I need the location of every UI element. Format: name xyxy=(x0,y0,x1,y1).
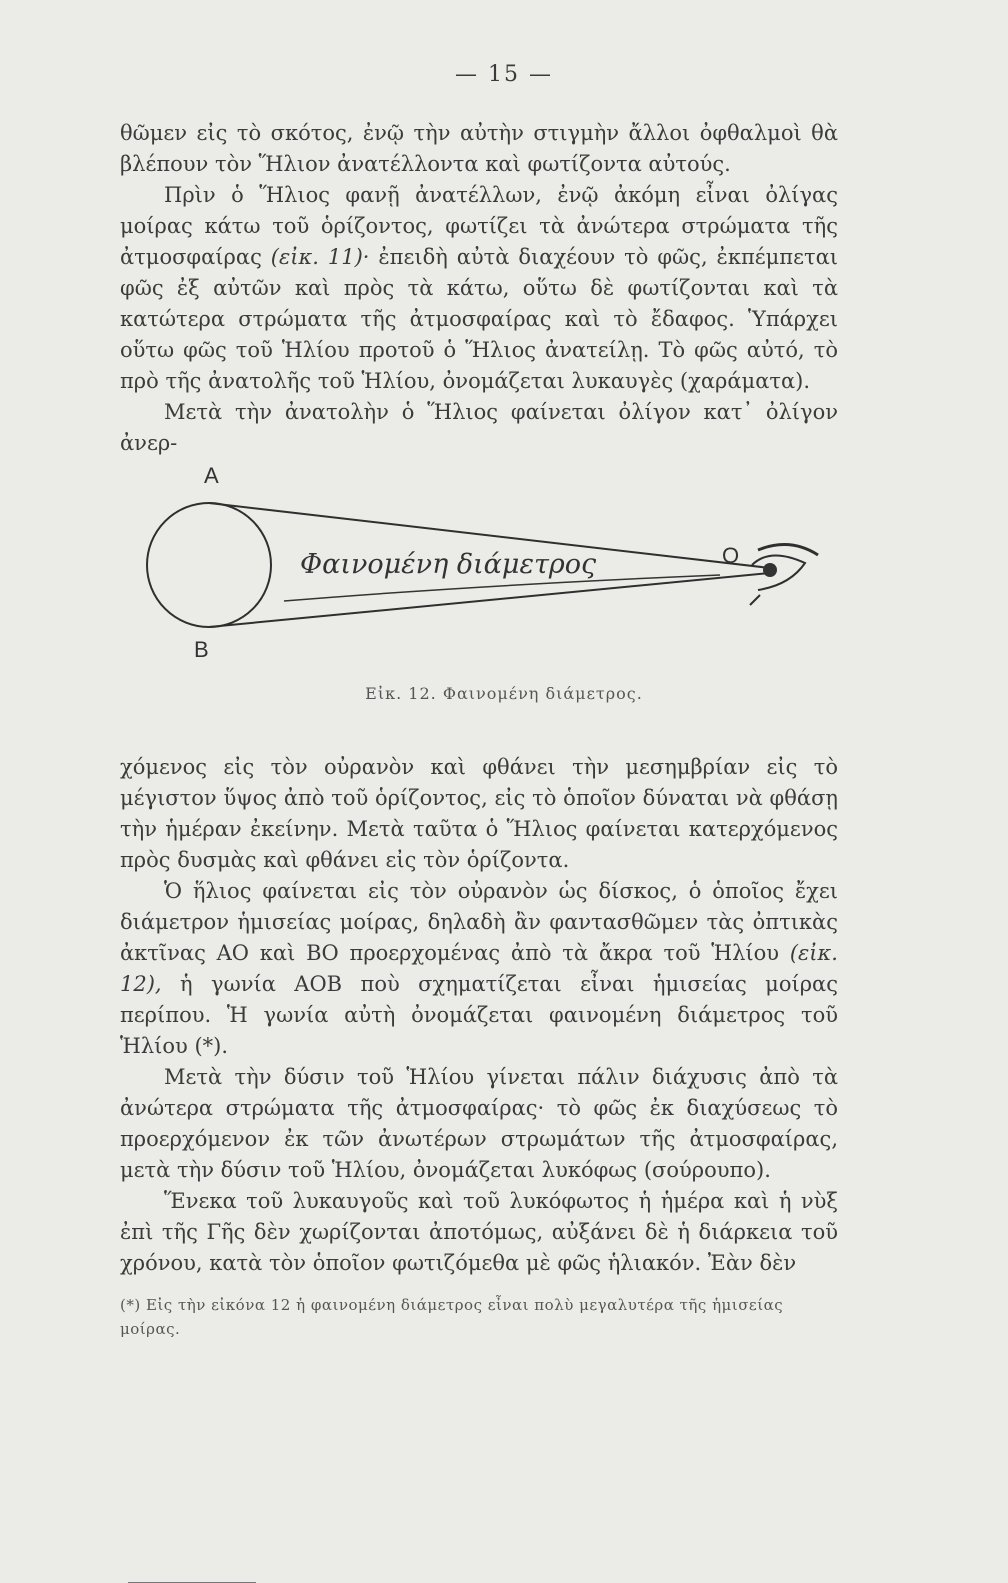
paragraph-after-sunrise: Μετὰ τὴν ἀνατολὴν ὁ Ἥλιος φαίνεται ὀλίγον κατ᾽ ὀλίγον ἀνερ- xyxy=(120,400,838,455)
figure-caption: Εἰκ. 12. Φαινομένη διάμετρος. xyxy=(365,684,643,703)
figure-apparent-diameter xyxy=(130,455,850,675)
figure-reference-11: (εἰκ. 11)· xyxy=(270,245,370,269)
paragraph-dawn xyxy=(120,180,838,397)
footnote: (*) Εἰς τὴν εἰκόνα 12 ἡ φαινομένη διάμετρος εἶναι πολὺ μεγαλυτέρα τῆς ἡμισείας μοίρας. xyxy=(120,1296,784,1338)
paragraph-dawn-part-2: ἐπειδὴ αὐτὰ διαχέουν τὸ φῶς, ἐκπέμπεται φῶς ἐξ αὐτῶν καὶ πρὸς τὰ κάτω, οὕτω δὲ φωτίζονται καὶ τὰ κατώτερα στρώματα τῆς ἀτμοσφαίρας καὶ τὸ ἔδαφος. Ὑπάρχει οὕτω φῶς τοῦ Ἡλίου προτοῦ ὁ Ἥλιος ἀνατείλῃ. Τὸ φῶς αὐτό, τὸ πρὸ τῆς ἀνατολῆς τοῦ Ἡλίου, ὀνομάζεται λυκαυγὲς (χαράματα). xyxy=(120,245,838,393)
page-number: — 15 — xyxy=(455,62,553,87)
top-text-block xyxy=(120,118,838,459)
paragraph-continuation-2: χόμενος εἰς τὸν οὐρανὸν καὶ φθάνει τὴν μεσημβρίαν εἰς τὸ μέγιστον ὕψος ἀπὸ τοῦ ὁρίζοντος, εἰς τὸ ὁποῖον δύναται νὰ φθάσῃ τὴν ἡμέραν ἐκείνην. Μετὰ ταῦτα ὁ Ἥλιος φαίνεται κατερχόμενος πρὸς δυσμὰς καὶ φθάνει εἰς τὸν ὁρίζοντα. xyxy=(120,755,838,872)
label-a: Α xyxy=(204,463,219,488)
label-o: Ο xyxy=(722,543,740,568)
paragraph-dusk: Μετὰ τὴν δύσιν τοῦ Ἡλίου γίνεται πάλιν διάχυσις ἀπὸ τὰ ἀνώτερα στρώματα τῆς ἀτμοσφαίρας· τὸ φῶς ἐκ διαχύσεως τὸ προερχόμενον ἐκ τῶν ἀνωτέρων στρωμάτων τῆς ἀτμοσφαίρας, μετὰ τὴν δύσιν τοῦ Ἡλίου, ὀνομάζεται λυκόφως (σούρουπο). xyxy=(120,1065,838,1182)
sun-disc xyxy=(147,503,271,627)
paragraph-apparent-diameter-part-1: Ὁ ἥλιος φαίνεται εἰς τὸν οὐρανὸν ὡς δίσκος, ὁ ὁποῖος ἔχει διάμετρον ἡμισείας μοίρας, δηλαδὴ ἂν φαντασθῶμεν τὰς ὀπτικὰς ἀκτῖνας ΑΟ καὶ ΒΟ προερχομένας ἀπὸ τὰ ἄκρα τοῦ Ἡλίου xyxy=(120,879,838,965)
paragraph-continuation: θῶμεν εἰς τὸ σκότος, ἐνῷ τὴν αὐτὴν στιγμὴν ἄλλοι ὀφθαλμοὶ θὰ βλέπουν τὸν Ἥλιον ἀνατέλλοντα καὶ φωτίζοντα αὐτούς. xyxy=(120,121,838,176)
label-b: Β xyxy=(194,637,209,662)
paragraph-twilight: Ἕνεκα τοῦ λυκαυγοῦς καὶ τοῦ λυκόφωτος ἡ ἡμέρα καὶ ἡ νὺξ ἐπὶ τῆς Γῆς δὲν χωρίζονται ἀποτόμως, αὐξάνει δὲ ἡ διάρκεια τοῦ χρόνου, κατὰ τὸν ὁποῖον φωτιζόμεθα μὲ φῶς ἡλιακόν. Ἐὰν δὲν xyxy=(120,1189,838,1275)
bottom-text-block xyxy=(120,752,838,1279)
paragraph-apparent-diameter xyxy=(120,876,838,1062)
paragraph-dawn-part-1: Πρὶν ὁ Ἥλιος φανῇ ἀνατέλλων, ἐνῷ ἀκόμη εἶναι ὀλίγας μοίρας κάτω τοῦ ὁρίζοντος, φωτίζει τὰ ἀνώτερα στρώματα τῆς ἀτμοσφαίρας xyxy=(120,183,838,269)
apparent-diameter-label: Φαινομένη διάμετρος xyxy=(300,549,597,580)
paragraph-apparent-diameter-part-2: ἡ γωνία ΑΟΒ ποὺ σχηματίζεται εἶναι ἡμισείας μοίρας περίπου. Ἡ γωνία αὐτὴ ὀνομάζεται φαινομένη διάμετρος τοῦ Ἡλίου (*). xyxy=(120,972,838,1058)
figure-reference-12: (εἰκ. 12), xyxy=(120,941,838,996)
